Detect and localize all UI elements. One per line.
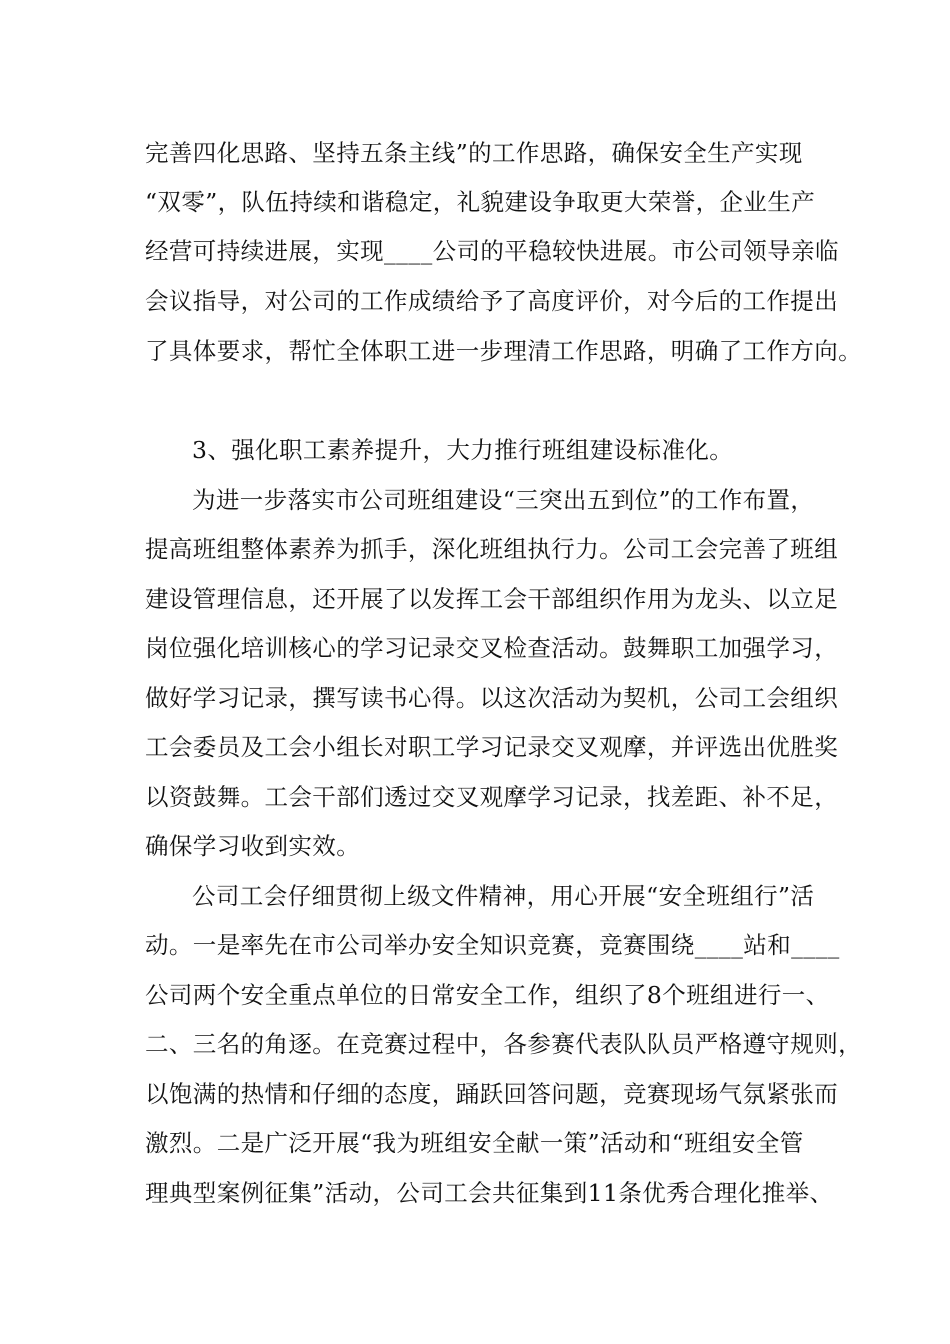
section-heading-3: 3、强化职工素养提升，大力推行班组建设标准化。 (192, 436, 734, 464)
para1-line-1: 完善四化思路、坚持五条主线”的工作思路，确保安全生产实现 (145, 139, 803, 167)
para3-line-1: 公司工会仔细贯彻上级文件精神，用心开展“安全班组行”活 (192, 882, 815, 910)
para1-line-2: “双零”，队伍持续和谐稳定，礼貌建设争取更大荣誉，企业生产 (145, 188, 816, 216)
para3-line-3: 公司两个安全重点单位的日常安全工作，组织了8个班组进行一、 (145, 981, 830, 1009)
para1-line-4: 会议指导，对公司的工作成绩给予了高度评价，对今后的工作提出 (145, 287, 839, 315)
para2-line-7: 以资鼓舞。工会干部们透过交叉观摩学习记录，找差距、补不足， (145, 783, 839, 811)
para2-line-5: 做好学习记录，撰写读书心得。以这次活动为契机，公司工会组织 (145, 684, 839, 712)
para1-line-3: 经营可持续进展，实现____公司的平稳较快进展。市公司领导亲临 (145, 237, 839, 265)
para2-line-1: 为进一步落实市公司班组建设“三突出五到位”的工作布置， (192, 486, 815, 514)
para1-line-5: 了具体要求，帮忙全体职工进一步理清工作思路，明确了工作方向。 (145, 337, 862, 365)
para3-line-2: 动。一是率先在市公司举办安全知识竞赛，竞赛围绕____站和____ (145, 931, 840, 959)
para3-line-7: 理典型案例征集”活动，公司工会共征集到11条优秀合理化推举、 (145, 1179, 834, 1207)
para3-line-4: 二、三名的角逐。在竞赛过程中，各参赛代表队队员严格遵守规则， (145, 1030, 862, 1058)
para3-line-6: 激烈。二是广泛开展“我为班组安全献一策”活动和“班组安全管 (145, 1129, 804, 1157)
para2-line-3: 建设管理信息，还开展了以发挥工会干部组织作用为龙头、以立足 (145, 585, 839, 613)
para3-line-5: 以饱满的热情和仔细的态度，踊跃回答问题，竞赛现场气氛紧张而 (145, 1080, 839, 1108)
para2-line-8: 确保学习收到实效。 (145, 832, 361, 860)
para2-line-6: 工会委员及工会小组长对职工学习记录交叉观摩，并评选出优胜奖 (145, 733, 839, 761)
para2-line-4: 岗位强化培训核心的学习记录交叉检查活动。鼓舞职工加强学习， (145, 634, 839, 662)
para2-line-2: 提高班组整体素养为抓手，深化班组执行力。公司工会完善了班组 (145, 535, 839, 563)
